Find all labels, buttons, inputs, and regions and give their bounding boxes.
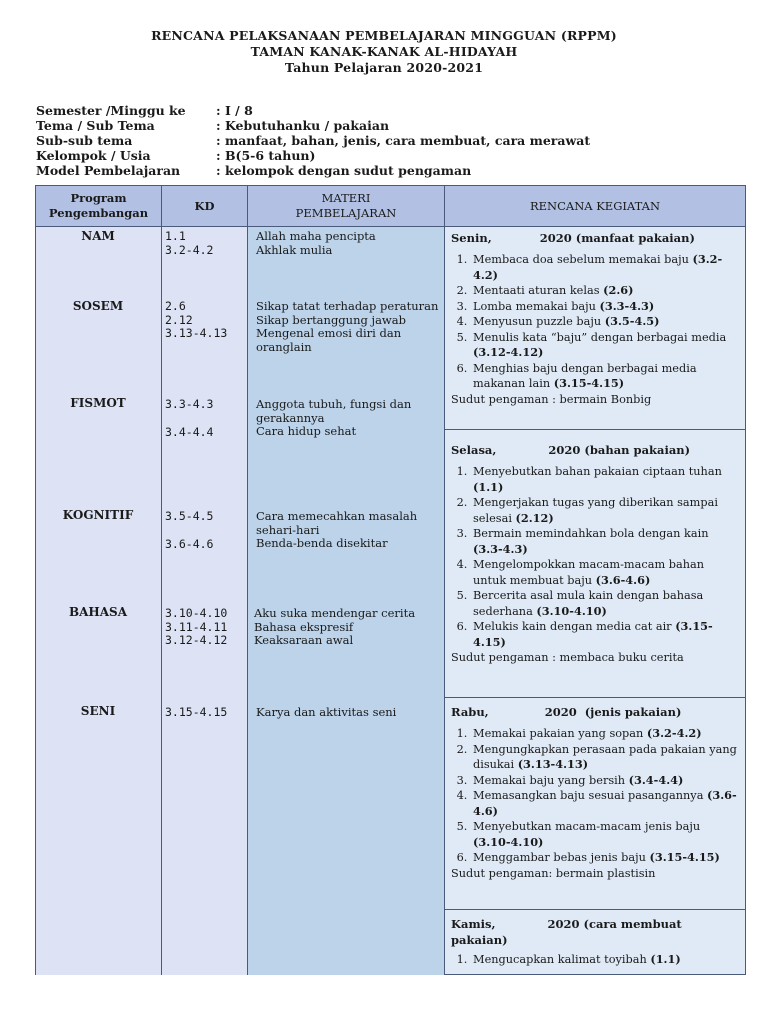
day-title: Senin, 2020 (manfaat pakaian) <box>451 231 695 245</box>
kd-code: 3.10-4.10 <box>165 606 228 620</box>
info-value: : B(5-6 tahun) <box>216 148 316 163</box>
program-nam: NAM <box>81 229 115 243</box>
activity-kd: (3.10-4.10) <box>473 834 544 849</box>
materi-cell <box>256 510 441 551</box>
kd-code: 3.13-4.13 <box>165 326 228 340</box>
materi-item: Mengenal emosi diri dan oranglain <box>256 326 402 354</box>
activity-item <box>471 361 737 392</box>
sudut-pengaman: Sudut pengaman : membaca buku cerita <box>451 651 684 664</box>
kd-cell <box>165 510 213 551</box>
kd-cell <box>165 398 213 439</box>
activity-text: Menulis kata “baju” dengan berbagai media <box>473 330 727 344</box>
activity-text: Menggambar bebas jenis baju <box>473 851 650 864</box>
activity-list <box>451 726 737 866</box>
activity-item <box>471 742 737 773</box>
activity-kd: (3.2-4.2) <box>646 726 702 740</box>
activity-text: Mengucapkan kalimat toyibah <box>473 953 651 966</box>
activity-item <box>471 850 737 866</box>
sudut-pengaman: Sudut pengaman: bermain plastisin <box>451 866 656 880</box>
materi-cell <box>256 706 441 720</box>
activity-kd: (3.4-4.4) <box>628 772 684 787</box>
activity-text: Menghias baju dengan berbagai media makanan lain <box>473 361 697 390</box>
activity-item <box>471 588 737 619</box>
materi-item: Cara hidup sehat <box>256 424 357 438</box>
day-block-rabu <box>444 697 746 910</box>
day-title: Rabu, 2020 (jenis pakaian) <box>451 705 682 719</box>
activity-kd: (3.5-4.5) <box>604 314 660 328</box>
materi-item: Karya dan aktivitas seni <box>256 705 397 719</box>
materi-item: Sikap bertanggung jawab <box>256 312 406 327</box>
day-block-selasa <box>444 429 746 698</box>
kd-cell <box>165 230 213 257</box>
activity-item <box>471 952 737 968</box>
info-row <box>36 133 590 148</box>
materi-cell <box>256 230 441 257</box>
kd-code: 3.6-4.6 <box>165 536 214 551</box>
activity-text: Menyebutkan macam-macam jenis baju <box>473 820 701 833</box>
rppm-table <box>35 185 746 975</box>
kd-code: 2.6 <box>165 299 186 313</box>
activity-item <box>471 726 737 742</box>
activity-text: Lomba memakai baju <box>473 299 600 313</box>
materi-item: Sikap tatat terhadap peraturan <box>256 299 439 313</box>
activity-item <box>471 299 737 315</box>
spacer <box>165 524 213 538</box>
day-title: Kamis, 2020 (cara membuat pakaian) <box>451 917 686 947</box>
school-name: TAMAN KANAK-KANAK AL-HIDAYAH <box>250 44 518 59</box>
activity-text: Mentaati aturan kelas <box>473 284 604 297</box>
activity-list <box>451 952 737 968</box>
materi-item: Bahasa ekspresif <box>254 619 354 634</box>
activity-kd: (1.1) <box>650 952 681 966</box>
info-row <box>36 148 590 163</box>
activity-kd: (3.15-4.15) <box>473 619 713 649</box>
activity-text: Melukis kain dengan media cat air <box>473 620 676 633</box>
program-bahasa: BAHASA <box>68 605 128 619</box>
materi-item: Aku suka mendengar cerita <box>254 606 416 620</box>
activity-kd: (3.3-4.3) <box>599 298 655 313</box>
materi-item: Anggota tubuh, fungsi dan gerakannya <box>256 397 412 425</box>
header-materi: MATERI PEMBELAJARAN <box>247 185 445 227</box>
kd-cell <box>165 607 227 648</box>
materi-item: Akhlak mulia <box>256 242 333 257</box>
spacer <box>165 412 213 426</box>
activity-list <box>451 464 737 650</box>
activity-text: Menyusun puzzle baju <box>473 315 605 328</box>
day-block-senin <box>444 226 746 430</box>
kd-code: 3.12-4.12 <box>165 633 228 647</box>
activity-text: Mengelompokkan macam-macam bahan untuk membuat baju <box>473 558 705 587</box>
activity-text: Mengungkapkan perasaan pada pakaian yang disukai <box>473 742 737 771</box>
kd-code: 3.11-4.11 <box>165 619 228 634</box>
activity-kd: (2.6) <box>603 283 634 297</box>
header-kd: KD <box>161 185 248 227</box>
header-program: Program Pengembangan <box>35 185 162 227</box>
info-value: : Kebutuhanku / pakaian <box>216 118 390 133</box>
materi-item: Keaksaraan awal <box>254 633 354 647</box>
activity-kd: (3.6-4.6) <box>473 788 737 818</box>
day-block-kamis <box>444 909 746 975</box>
info-row <box>36 163 590 178</box>
header-kegiatan: RENCANA KEGIATAN <box>444 185 746 227</box>
info-row <box>36 103 590 118</box>
activity-text: Memakai pakaian yang sopan <box>473 727 647 740</box>
doc-title: RENCANA PELAKSANAAN PEMBELAJARAN MINGGUAN (RPPM) <box>151 28 617 43</box>
kd-code: 3.2-4.2 <box>165 242 214 257</box>
info-label: Tema / Sub Tema <box>36 118 155 133</box>
info-label: Sub-sub tema <box>36 133 133 148</box>
info-label: Model Pembelajaran <box>36 163 181 178</box>
activity-kd: (3.6-4.6) <box>595 572 651 587</box>
activity-text: Mengerjakan tugas yang diberikan sampai selesai <box>473 496 718 525</box>
info-value: : manfaat, bahan, jenis, cara membuat, cara merawat <box>216 133 591 148</box>
info-block <box>36 103 590 178</box>
activity-text: Bermain memindahkan bola dengan kain <box>473 527 709 540</box>
info-label: Kelompok / Usia <box>36 148 151 163</box>
activity-kd: (1.1) <box>473 479 504 494</box>
activity-item <box>471 252 737 283</box>
activity-item <box>471 464 737 495</box>
program-kognitif: KOGNITIF <box>62 508 134 522</box>
kd-code: 3.15-4.15 <box>165 705 228 719</box>
activity-item <box>471 788 737 819</box>
activity-item <box>471 526 737 557</box>
sudut-pengaman: Sudut pengaman : bermain Bonbig <box>451 392 652 406</box>
activity-kd: (3.10-4.10) <box>536 603 607 618</box>
materi-item: Cara memecahkan masalah sehari-hari <box>256 509 418 537</box>
materi-item: Benda-benda disekitar <box>256 536 388 550</box>
info-label: Semester /Minggu ke <box>36 103 186 118</box>
activity-item <box>471 557 737 588</box>
info-value: : I / 8 <box>216 103 253 118</box>
program-fismot: FISMOT <box>70 396 126 410</box>
kd-code: 1.1 <box>165 229 186 243</box>
activity-text: Bercerita asal mula kain dengan bahasa sederhana <box>473 589 704 618</box>
activity-item <box>471 773 737 789</box>
activity-item <box>471 819 737 850</box>
program-seni: SENI <box>80 704 116 718</box>
materi-item: Allah maha pencipta <box>256 229 376 243</box>
activity-item <box>471 619 737 650</box>
kd-code: 2.12 <box>165 312 193 327</box>
activity-text: Menyebutkan bahan pakaian ciptaan tuhan <box>473 465 722 478</box>
activity-text: Memasangkan baju sesuai pasangannya <box>473 789 708 802</box>
activity-text: Memakai baju yang bersih <box>473 773 629 787</box>
materi-cell <box>254 607 439 648</box>
activity-item <box>471 330 737 361</box>
activity-item <box>471 283 737 299</box>
day-title: Selasa, 2020 (bahan pakaian) <box>451 443 691 457</box>
activity-kd: (3.12-4.12) <box>473 345 544 359</box>
materi-cell <box>256 300 441 354</box>
activity-item <box>471 495 737 526</box>
kd-code: 3.4-4.4 <box>165 424 214 439</box>
info-value: : kelompok dengan sudut pengaman <box>216 163 472 178</box>
activity-kd: (3.2-4.2) <box>473 252 723 282</box>
activity-item <box>471 314 737 330</box>
info-row <box>36 118 590 133</box>
activity-kd: (3.3-4.3) <box>473 541 528 556</box>
activity-list <box>451 252 737 392</box>
document-header <box>0 28 768 76</box>
activity-kd: (2.12) <box>515 510 554 525</box>
table-border <box>161 185 162 975</box>
materi-cell <box>256 398 441 439</box>
school-year: Tahun Pelajaran 2020-2021 <box>284 60 484 75</box>
activity-kd: (3.13-4.13) <box>517 757 589 771</box>
kd-cell <box>165 706 227 720</box>
activity-kd: (3.15-4.15) <box>553 376 625 390</box>
kd-cell <box>165 300 227 341</box>
kd-code: 3.3-4.3 <box>165 397 214 411</box>
activity-text: Membaca doa sebelum memakai baju <box>473 253 693 266</box>
kd-code: 3.5-4.5 <box>165 509 214 523</box>
table-border <box>247 185 248 975</box>
program-sosem: SOSEM <box>72 299 124 313</box>
activity-kd: (3.15-4.15) <box>649 850 720 864</box>
